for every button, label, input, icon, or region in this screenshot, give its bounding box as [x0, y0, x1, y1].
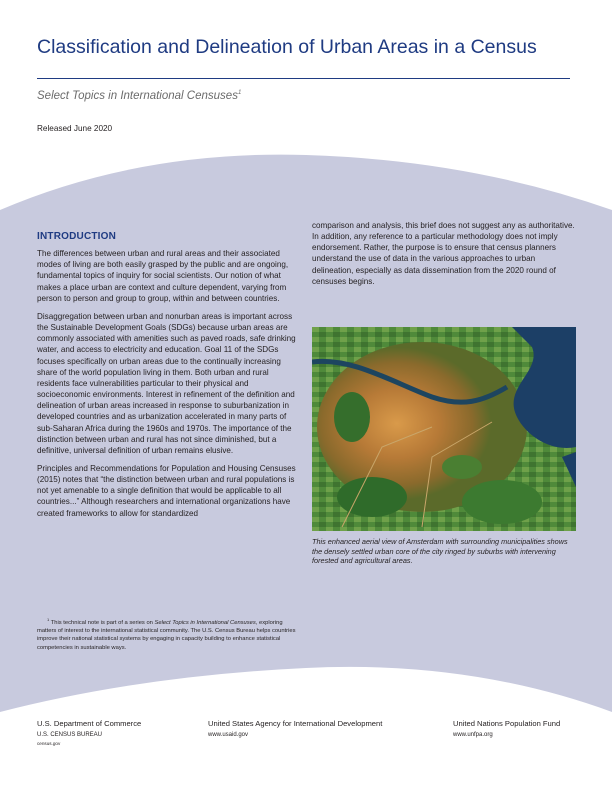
- footer-census-bureau: U.S. CENSUS BUREAU: [37, 732, 103, 738]
- footer-census-link[interactable]: census.gov: [37, 741, 61, 746]
- introduction-right-column: [312, 220, 576, 294]
- release-date: Released June 2020: [37, 124, 113, 133]
- introduction-left-column: [37, 231, 299, 526]
- footer-unfpa-name: United Nations Population Fund: [453, 719, 561, 728]
- footer-usaid-name: United States Agency for International Development: [208, 719, 383, 728]
- intro-paragraph-3: Principles and Recommendations for Population and Housing Censuses (2015) notes that “the distinction between urban and rural populations is not yet amenable to a single definition that would be applicable to all countries...” Although researchers and international organizations have created frameworks to allow for standardized: [37, 463, 296, 518]
- footer-commerce: [37, 719, 141, 746]
- footnote-series-title: Select Topics in International Censuses: [154, 619, 256, 626]
- photo-caption: This enhanced aerial view of Amsterdam with surrounding municipalities shows the densely settled urban core of the city ringed by suburbs with intervening forested and agricultural areas.: [312, 537, 568, 566]
- subtitle-text: Select Topics in International Censuses: [37, 90, 238, 102]
- document-title: Classification and Delineation of Urban Areas in a Census: [37, 36, 537, 58]
- footer-unfpa-link[interactable]: www.unfpa.org: [453, 732, 493, 738]
- footnote: [37, 616, 299, 652]
- footnote-text-end: , exploring matters of interest to the international statistical community. The U.S. Census Bureau helps countries improve their national statistical systems by engaging in capacity building to enhance statistical competencies in sustainable ways.: [37, 619, 296, 651]
- footnote-marker: 1: [47, 617, 50, 622]
- amsterdam-aerial-photo: [312, 327, 576, 531]
- intro-paragraph-1: The differences between urban and rural areas and their associated modes of living are both easily grasped by the public and are ongoing, fundamental topics of inquiry for social scientists. Our notion of what makes a place urban are context and culture dependent, varying from person to person and group to group, within and between countries.: [37, 249, 289, 303]
- intro-paragraph-2: Disaggregation between urban and nonurban areas is important across the Sustainable Development Goals (SDGs) because urban areas are commonly associated with amenities such as paved roads, safe drinking water, and access to electricity and education. Goal 11 of the SDGs focuses specifically on urban areas due to the continually increasing share of the world population living in them. Both urban and rural residents face vulnerabilities particular to their physical and socioeconomic environments. Interest in refinement of the definition and delineation of urban areas increased in response to suburbanization in developed countries and as urbanization accelerated in many parts of sub-Saharan Africa during the 1960s and 1970s. The importance of the distinction between urban and rural has not since diminished, but a definitive, universal definition of urban remains elusive.: [37, 311, 296, 455]
- footer-commerce-name: U.S. Department of Commerce: [37, 719, 142, 728]
- footnote-text-start: This technical note is part of a series on: [50, 619, 155, 626]
- introduction-heading: INTRODUCTION: [37, 231, 117, 242]
- intro-continuation: comparison and analysis, this brief does not suggest any as authoritative. In addition, any reference to a particular methodology does not imply endorsement. Rather, the purpose is to ensure that census planners understand the use of data in the various approaches to urban delineation, especially as data dissemination from the 2020 round of censuses begins.: [312, 221, 575, 286]
- aerial-photo-graphic: [312, 327, 576, 531]
- footer-usaid-link[interactable]: www.usaid.gov: [208, 732, 249, 738]
- footer-unfpa: [453, 719, 560, 738]
- footer-usaid: [208, 719, 382, 738]
- subtitle-footnote-marker: 1: [237, 90, 242, 97]
